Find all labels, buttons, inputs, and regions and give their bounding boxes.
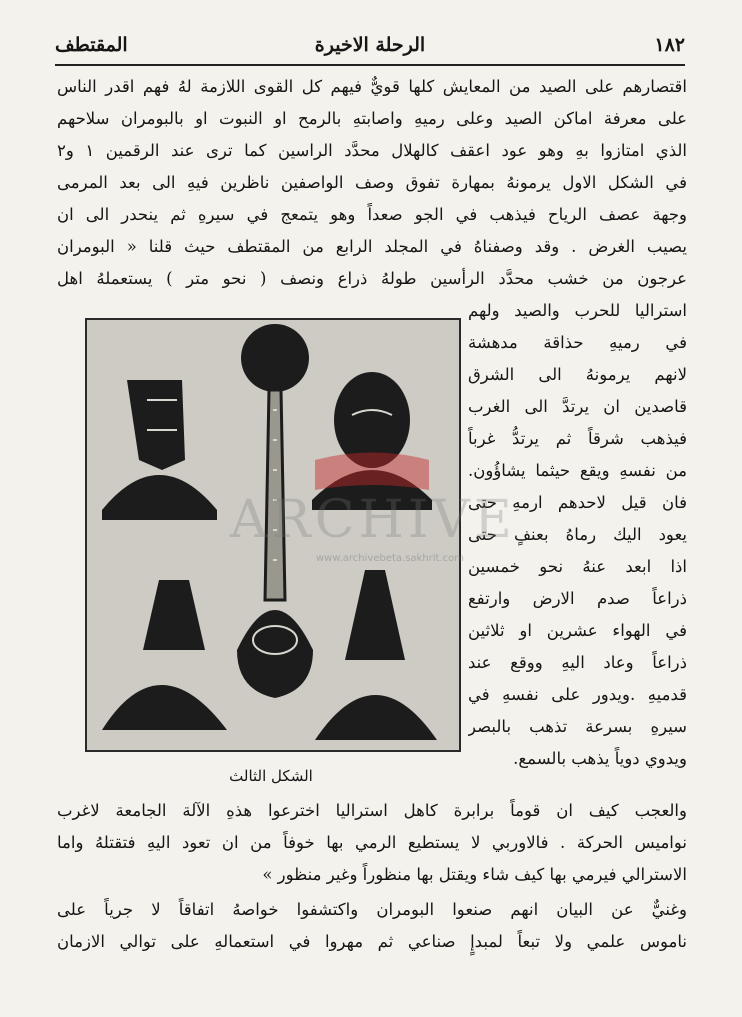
text-line: الاسترالي فيرمي بها كيف شاء ويقتل بها منظوراً وغير منظور » [262, 865, 687, 884]
text-line: في الشكل الاول يرمونهُ بمهارة تفوق وصف الواصفين ناظرين فيهِ الى بعد المرمى [57, 173, 687, 192]
side-text-line: ذراعاً صدم الارض وارتفع [468, 589, 687, 608]
side-text-line: فيذهب شرقاً ثم يرتدُّ غرباً [468, 429, 687, 448]
side-text-line: في رميهِ حذاقة مدهشة [468, 333, 687, 352]
figure-illustration [85, 318, 461, 752]
page-number: ١٨٢ [654, 34, 685, 56]
figure-drawing [87, 320, 459, 750]
side-text-line: اذا ابعد عنهُ نحو خمسين [468, 557, 687, 576]
text-line: عرجون من خشب محدَّد الرأسين طولهُ ذراع ونصف ( نحو متر ) يستعملهُ اهل [57, 269, 687, 288]
text-line: نواميس الحركة . فالاوربي لا يستطيع الرمي بها خوفاً من ان تعود اليهِ فتقتلهُ واما [57, 833, 687, 852]
pole-crown [241, 324, 309, 392]
side-text-line: قدميهِ .ويدور على نفسهِ في [468, 685, 687, 704]
running-header [55, 30, 685, 66]
side-text-line: في الهواء عشرين او ثلاثين [468, 621, 687, 640]
text-line: الذي امتازوا بهِ وهو عود اعقف كالهلال محدَّد الراسين كما ترى عند الرقمين ١ و٢ [57, 141, 687, 160]
side-text-line: يعود اليك رماهُ بعنفٍ حتى [468, 525, 687, 544]
text-line: وجهة عصف الرياح فيذهب في الجو صعداً وهو يتمعج في سيرهِ ثم ينحدر الى ان [57, 205, 687, 224]
text-line: على معرفة اماكن الصيد وعلى رميهِ واصابتهِ بالرمح او النبوت او بالبومران سلاحهم [57, 109, 687, 128]
text-line: وغنيٌّ عن البيان انهم صنعوا البومران واكتشفوا خواصهُ اتفاقاً لا جرياً على [57, 900, 687, 919]
side-text-line: سيرهِ بسرعة تذهب بالبصر [468, 717, 687, 736]
red-watermark-band [315, 453, 429, 491]
side-text-line: فان قيل لاحدهم ارمهِ حتى [468, 493, 687, 512]
text-line: ناموس علمي ولا تبعاً لمبدإٍ صناعي ثم مهروا في استعمالهِ على توالي الازمان [57, 932, 687, 951]
side-text-line: استراليا للحرب والصيد ولهم [468, 301, 687, 320]
archive-watermark: ARCHIVE [230, 490, 516, 550]
text-line: والعجب كيف ان قوماً برابرة كاهل استراليا اخترعوا هذهِ الآلة الجامعة لاغرب [57, 801, 687, 820]
text-line: اقتصارهم على الصيد من المعايش كلها قويٌّ فيهم كل القوى اللازمة لهُ فهم اقدر الناس [57, 77, 687, 96]
header-title: الرحلة الاخيرة [314, 34, 426, 56]
pole-shaft [265, 390, 285, 600]
text-line: يصيب الغرض . وقد وصفناهُ في المجلد الرابع من المقتطف حيث قلنا « البومران [57, 237, 687, 256]
side-text-line: لانهم يرمونهُ الى الشرق [468, 365, 687, 384]
side-text-line: من نفسهِ ويقع حيثما يشاؤُون. [468, 461, 687, 480]
side-text-line: ويدوي دوياً يذهب بالسمع. [513, 749, 687, 768]
figure-caption: الشكل الثالث [229, 767, 313, 785]
side-text-line: ذراعاً وعاد اليهِ ووقع عند [468, 653, 687, 672]
side-text-line: قاصدين ان يرتدَّ الى الغرب [468, 397, 687, 416]
journal-name: المقتطف [55, 34, 128, 56]
archive-watermark-url: www.archivebeta.sakhrit.com [315, 553, 465, 564]
